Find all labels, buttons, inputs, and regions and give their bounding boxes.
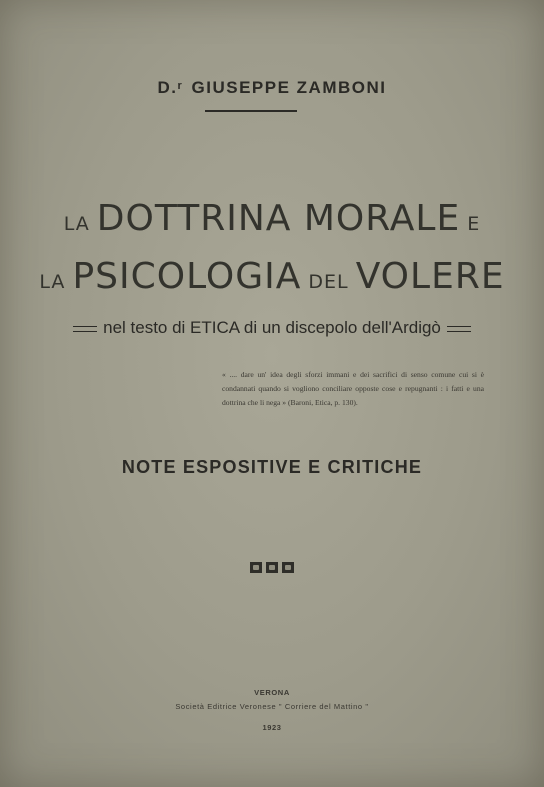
title-word: VOLERE: [355, 256, 505, 297]
subtitle-text: nel testo di ETICA di un discepolo dell'Ardigò: [103, 318, 441, 337]
printer-ornament: [0, 560, 544, 578]
section-heading: NOTE ESPOSITIVE E CRITICHE: [121, 457, 423, 477]
author-prefix: D.: [157, 78, 178, 97]
title-word: LA: [63, 213, 97, 235]
fleuron-icon: [250, 562, 262, 573]
fleuron-icon: [282, 562, 294, 573]
title-line-2: [0, 256, 544, 297]
title-word: DOTTRINA MORALE: [96, 198, 461, 239]
subtitle: [0, 318, 544, 338]
title-word: DEL: [301, 271, 356, 293]
imprint-publisher: Società Editrice Veronese " Corriere del Mattino ": [175, 702, 369, 711]
author-name: GIUSEPPE ZAMBONI: [191, 78, 387, 97]
imprint-city: VERONA: [254, 688, 290, 697]
dash-ornament-right: [447, 326, 471, 332]
title-word: LA: [39, 271, 73, 293]
author-prefix-superscript: r: [177, 80, 184, 92]
fleuron-icon: [266, 562, 278, 573]
dash-ornament-left: [73, 326, 97, 332]
title-line-1: [0, 198, 544, 239]
title-word: PSICOLOGIA: [72, 256, 302, 297]
epigraph-quote: « .... dare un' idea degli sforzi immani e dei sacrifici di senso comune cui si è condannati quando si vogliono conciliare opposte cose e repugnanti : i fatti e una dottrina che li nega » (Baroni, Etica, p. 130).: [222, 370, 484, 407]
imprint-year: 1923: [262, 723, 282, 732]
author-underline: [205, 110, 297, 112]
author-line: [0, 78, 544, 98]
title-word: E: [460, 213, 481, 235]
